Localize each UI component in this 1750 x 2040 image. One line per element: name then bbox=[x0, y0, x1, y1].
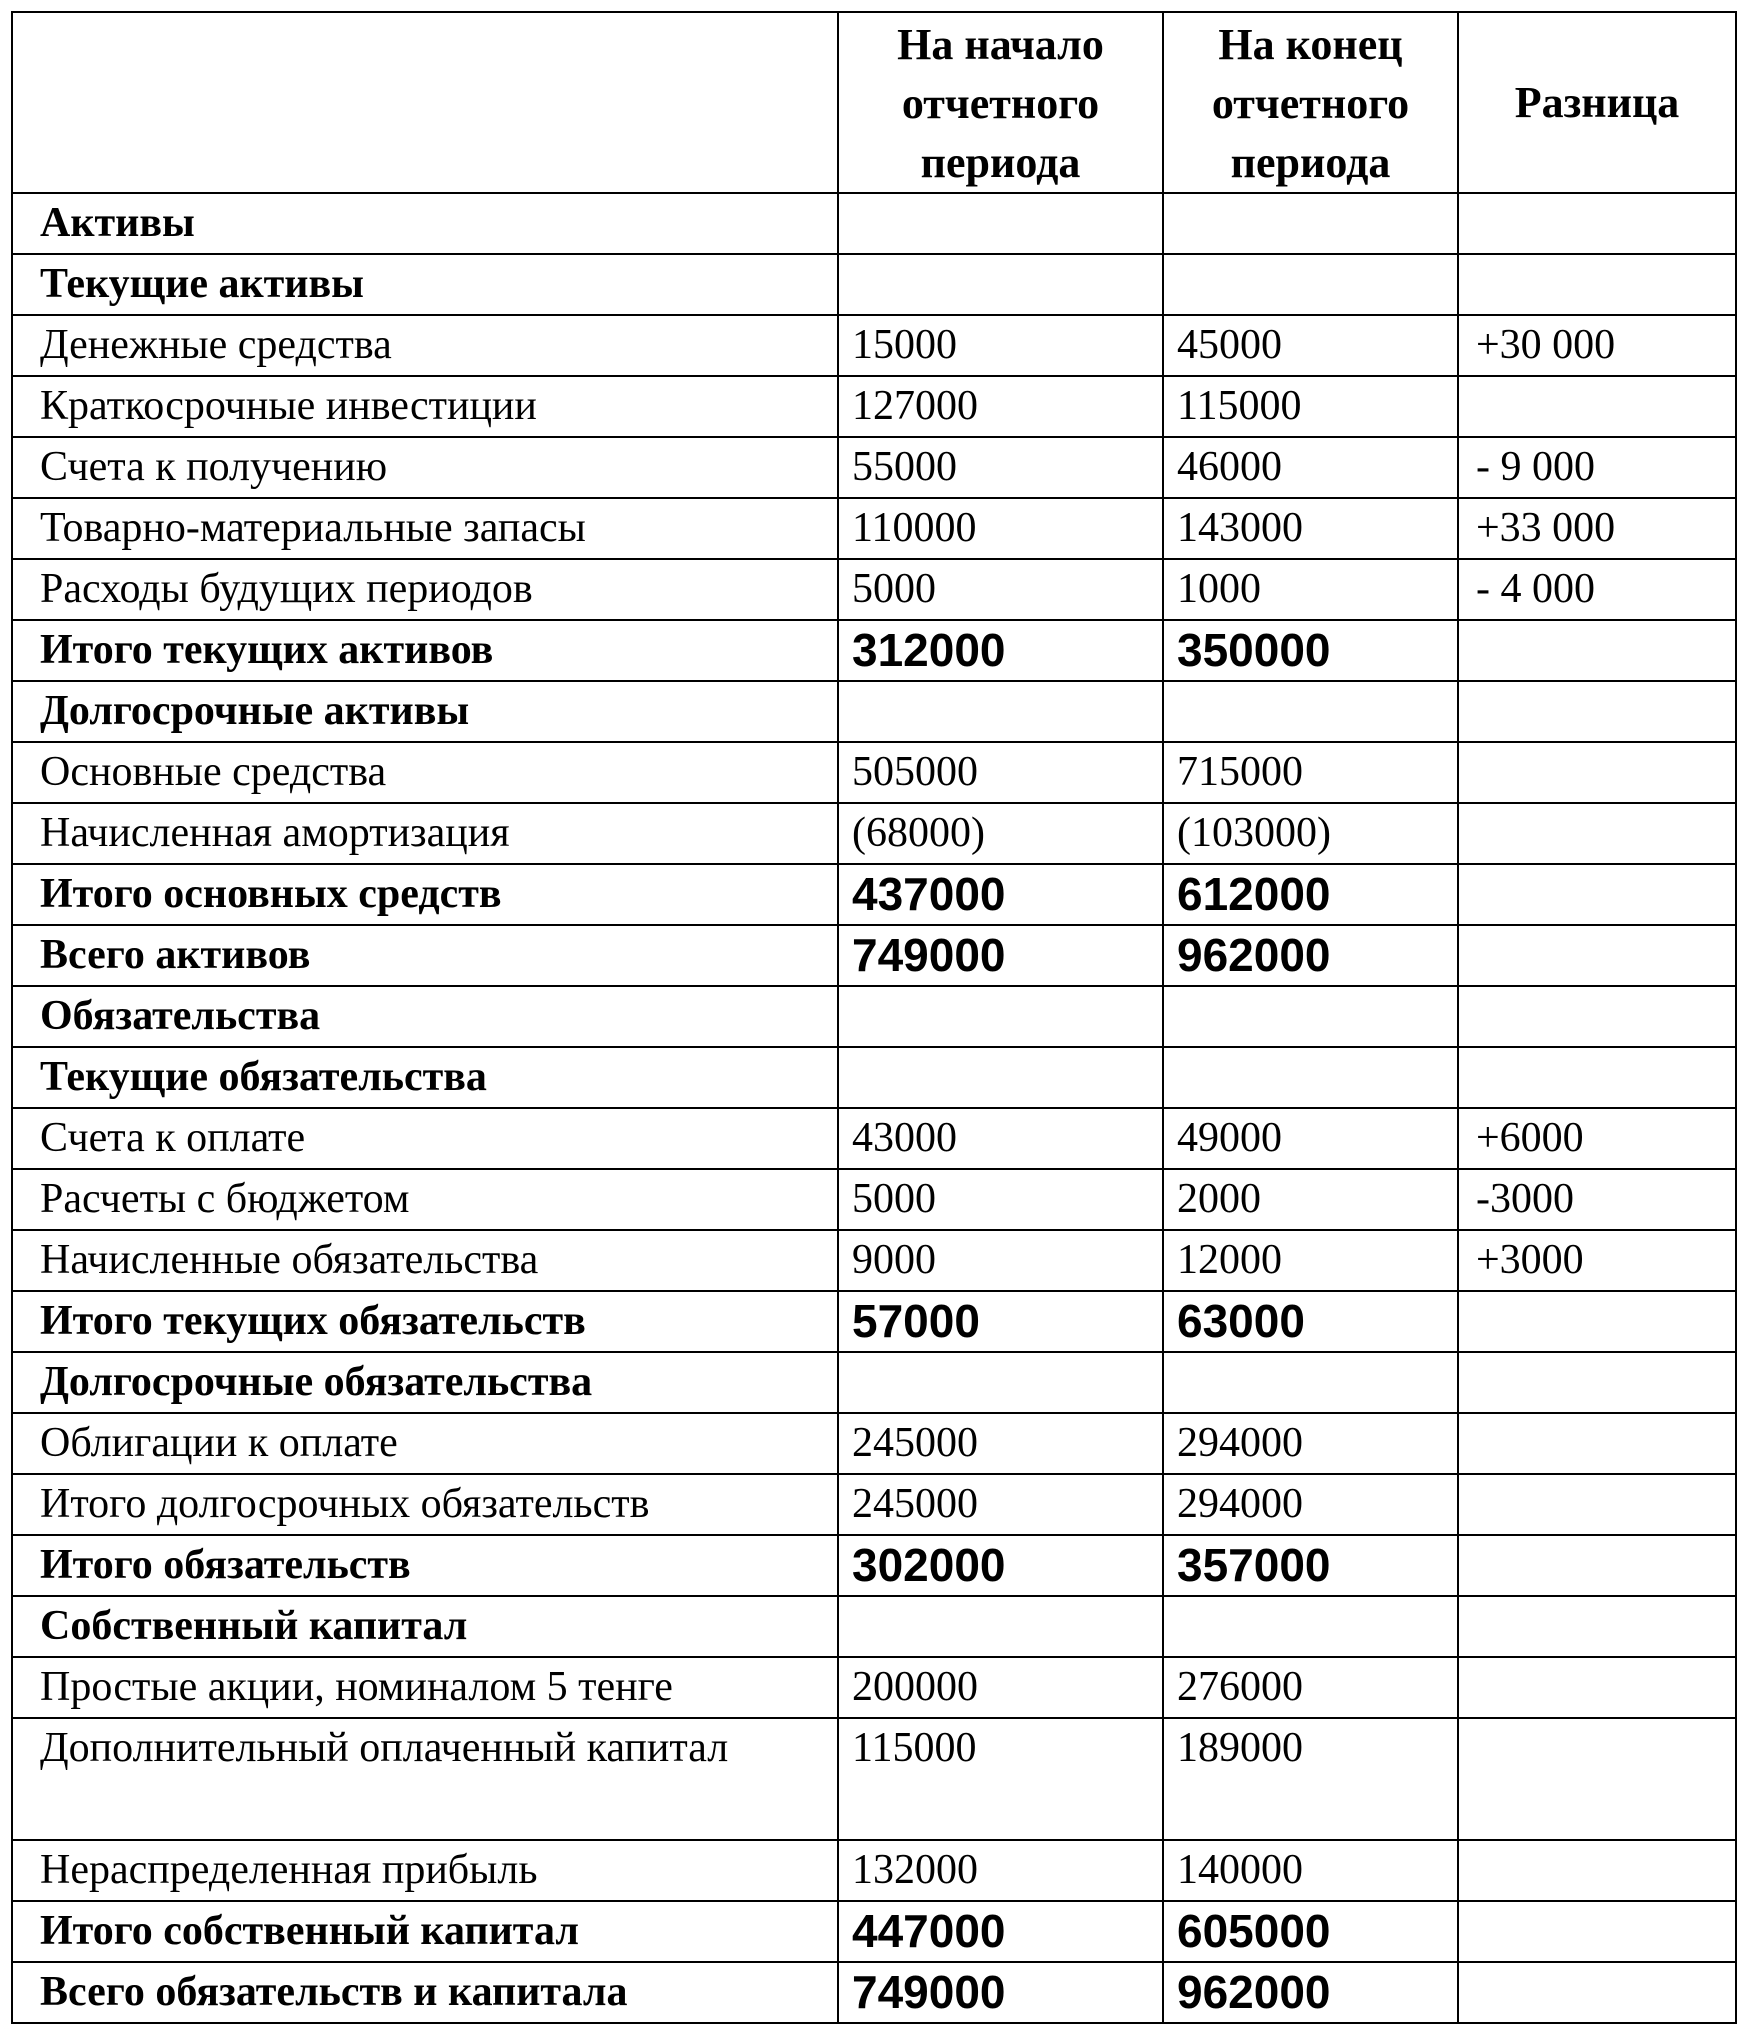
table-row bbox=[12, 925, 1736, 986]
table-row bbox=[12, 1169, 1736, 1230]
table-row bbox=[12, 803, 1736, 864]
row-end-value: 294000 bbox=[1163, 1413, 1458, 1474]
row-end-value: 63000 bbox=[1163, 1291, 1458, 1352]
row-end-value bbox=[1163, 1596, 1458, 1657]
row-start-value: 505000 bbox=[838, 742, 1163, 803]
row-end-value: (103000) bbox=[1163, 803, 1458, 864]
row-difference bbox=[1458, 1657, 1736, 1718]
row-end-value: 276000 bbox=[1163, 1657, 1458, 1718]
row-start-value: 43000 bbox=[838, 1108, 1163, 1169]
row-difference: +30 000 bbox=[1458, 315, 1736, 376]
row-difference: -3000 bbox=[1458, 1169, 1736, 1230]
table-row bbox=[12, 1840, 1736, 1901]
row-start-value: 5000 bbox=[838, 1169, 1163, 1230]
row-end-value: 962000 bbox=[1163, 1962, 1458, 2023]
row-end-value: 46000 bbox=[1163, 437, 1458, 498]
row-difference bbox=[1458, 986, 1736, 1047]
table-row bbox=[12, 1352, 1736, 1413]
table-row bbox=[12, 620, 1736, 681]
row-difference bbox=[1458, 681, 1736, 742]
row-difference bbox=[1458, 1962, 1736, 2023]
row-label: Простые акции, номиналом 5 тенге bbox=[12, 1657, 838, 1718]
row-label: Денежные средства bbox=[12, 315, 838, 376]
row-end-value: 140000 bbox=[1163, 1840, 1458, 1901]
row-start-value: 749000 bbox=[838, 1962, 1163, 2023]
row-end-value: 189000 bbox=[1163, 1718, 1458, 1840]
row-label: Основные средства bbox=[12, 742, 838, 803]
row-end-value bbox=[1163, 254, 1458, 315]
table-row bbox=[12, 315, 1736, 376]
row-end-value: 1000 bbox=[1163, 559, 1458, 620]
row-difference bbox=[1458, 1352, 1736, 1413]
row-difference bbox=[1458, 1474, 1736, 1535]
table-row bbox=[12, 1718, 1736, 1840]
table-row bbox=[12, 1596, 1736, 1657]
row-start-value: 5000 bbox=[838, 559, 1163, 620]
row-difference bbox=[1458, 742, 1736, 803]
row-end-value: 357000 bbox=[1163, 1535, 1458, 1596]
row-end-value: 605000 bbox=[1163, 1901, 1458, 1962]
row-end-value bbox=[1163, 1047, 1458, 1108]
row-end-value: 45000 bbox=[1163, 315, 1458, 376]
row-difference bbox=[1458, 376, 1736, 437]
row-difference bbox=[1458, 925, 1736, 986]
row-label: Облигации к оплате bbox=[12, 1413, 838, 1474]
row-label: Итого текущих обязательств bbox=[12, 1291, 838, 1352]
table-row bbox=[12, 681, 1736, 742]
row-label: Начисленная амортизация bbox=[12, 803, 838, 864]
row-label: Начисленные обязательства bbox=[12, 1230, 838, 1291]
row-start-value: 55000 bbox=[838, 437, 1163, 498]
row-label: Нераспределенная прибыль bbox=[12, 1840, 838, 1901]
row-difference: +6000 bbox=[1458, 1108, 1736, 1169]
table-row bbox=[12, 376, 1736, 437]
row-label: Собственный капитал bbox=[12, 1596, 838, 1657]
row-end-value: 115000 bbox=[1163, 376, 1458, 437]
row-start-value: 127000 bbox=[838, 376, 1163, 437]
row-label: Расходы будущих периодов bbox=[12, 559, 838, 620]
row-start-value: 115000 bbox=[838, 1718, 1163, 1840]
table-row bbox=[12, 1291, 1736, 1352]
row-start-value bbox=[838, 1047, 1163, 1108]
table-row bbox=[12, 1230, 1736, 1291]
row-label: Краткосрочные инвестиции bbox=[12, 376, 838, 437]
row-start-value bbox=[838, 1352, 1163, 1413]
row-start-value bbox=[838, 1596, 1163, 1657]
table-row bbox=[12, 1474, 1736, 1535]
row-end-value: 962000 bbox=[1163, 925, 1458, 986]
row-difference bbox=[1458, 1047, 1736, 1108]
table-row bbox=[12, 1108, 1736, 1169]
row-label: Текущие обязательства bbox=[12, 1047, 838, 1108]
row-start-value: 302000 bbox=[838, 1535, 1163, 1596]
header-start-period: На начало отчетного периода bbox=[838, 12, 1163, 193]
row-start-value: 312000 bbox=[838, 620, 1163, 681]
row-end-value bbox=[1163, 193, 1458, 254]
table-row bbox=[12, 1535, 1736, 1596]
row-label: Товарно-материальные запасы bbox=[12, 498, 838, 559]
row-label: Итого собственный капитал bbox=[12, 1901, 838, 1962]
row-difference bbox=[1458, 1901, 1736, 1962]
row-label: Итого текущих активов bbox=[12, 620, 838, 681]
row-start-value: 245000 bbox=[838, 1413, 1163, 1474]
row-start-value: 110000 bbox=[838, 498, 1163, 559]
row-start-value: 200000 bbox=[838, 1657, 1163, 1718]
row-end-value: 715000 bbox=[1163, 742, 1458, 803]
row-difference: - 4 000 bbox=[1458, 559, 1736, 620]
row-start-value: 15000 bbox=[838, 315, 1163, 376]
row-label: Обязательства bbox=[12, 986, 838, 1047]
row-label: Итого долгосрочных обязательств bbox=[12, 1474, 838, 1535]
row-start-value: 9000 bbox=[838, 1230, 1163, 1291]
row-end-value bbox=[1163, 1352, 1458, 1413]
row-end-value bbox=[1163, 986, 1458, 1047]
table-row bbox=[12, 1657, 1736, 1718]
row-difference bbox=[1458, 620, 1736, 681]
row-label: Текущие активы bbox=[12, 254, 838, 315]
table-row bbox=[12, 986, 1736, 1047]
row-start-value: 57000 bbox=[838, 1291, 1163, 1352]
table-row bbox=[12, 1962, 1736, 2023]
row-end-value: 12000 bbox=[1163, 1230, 1458, 1291]
row-start-value bbox=[838, 193, 1163, 254]
table-row bbox=[12, 254, 1736, 315]
row-label: Долгосрочные активы bbox=[12, 681, 838, 742]
header-end-period: На конец отчетного периода bbox=[1163, 12, 1458, 193]
row-difference bbox=[1458, 864, 1736, 925]
row-end-value: 294000 bbox=[1163, 1474, 1458, 1535]
row-difference: +33 000 bbox=[1458, 498, 1736, 559]
row-start-value: 749000 bbox=[838, 925, 1163, 986]
row-start-value bbox=[838, 254, 1163, 315]
row-end-value bbox=[1163, 681, 1458, 742]
table-header-row bbox=[12, 12, 1736, 193]
table-row bbox=[12, 498, 1736, 559]
table-row bbox=[12, 742, 1736, 803]
balance-sheet-table bbox=[11, 11, 1737, 2024]
row-end-value: 350000 bbox=[1163, 620, 1458, 681]
row-label: Всего обязательств и капитала bbox=[12, 1962, 838, 2023]
row-end-value: 49000 bbox=[1163, 1108, 1458, 1169]
row-difference bbox=[1458, 193, 1736, 254]
row-label: Долгосрочные обязательства bbox=[12, 1352, 838, 1413]
row-start-value: 245000 bbox=[838, 1474, 1163, 1535]
table-row bbox=[12, 1047, 1736, 1108]
row-difference bbox=[1458, 1535, 1736, 1596]
row-difference bbox=[1458, 254, 1736, 315]
table-row bbox=[12, 559, 1736, 620]
row-end-value: 143000 bbox=[1163, 498, 1458, 559]
row-label: Дополнительный оплаченный капитал bbox=[12, 1718, 838, 1840]
row-label: Счета к оплате bbox=[12, 1108, 838, 1169]
header-empty-cell bbox=[12, 12, 838, 193]
table-row bbox=[12, 193, 1736, 254]
row-label: Расчеты с бюджетом bbox=[12, 1169, 838, 1230]
row-difference bbox=[1458, 1413, 1736, 1474]
row-difference: +3000 bbox=[1458, 1230, 1736, 1291]
row-difference bbox=[1458, 1840, 1736, 1901]
row-start-value bbox=[838, 681, 1163, 742]
table-row bbox=[12, 1901, 1736, 1962]
row-difference bbox=[1458, 1596, 1736, 1657]
table-row bbox=[12, 864, 1736, 925]
row-difference: - 9 000 bbox=[1458, 437, 1736, 498]
row-start-value: 447000 bbox=[838, 1901, 1163, 1962]
table-row bbox=[12, 1413, 1736, 1474]
row-label: Итого основных средств bbox=[12, 864, 838, 925]
row-start-value: (68000) bbox=[838, 803, 1163, 864]
table-row bbox=[12, 437, 1736, 498]
row-label: Итого обязательств bbox=[12, 1535, 838, 1596]
row-start-value: 437000 bbox=[838, 864, 1163, 925]
row-label: Всего активов bbox=[12, 925, 838, 986]
row-difference bbox=[1458, 803, 1736, 864]
row-end-value: 612000 bbox=[1163, 864, 1458, 925]
row-start-value: 132000 bbox=[838, 1840, 1163, 1901]
row-difference bbox=[1458, 1718, 1736, 1840]
header-difference: Разница bbox=[1458, 12, 1736, 193]
row-label: Активы bbox=[12, 193, 838, 254]
row-start-value bbox=[838, 986, 1163, 1047]
row-label: Счета к получению bbox=[12, 437, 838, 498]
row-difference bbox=[1458, 1291, 1736, 1352]
row-end-value: 2000 bbox=[1163, 1169, 1458, 1230]
